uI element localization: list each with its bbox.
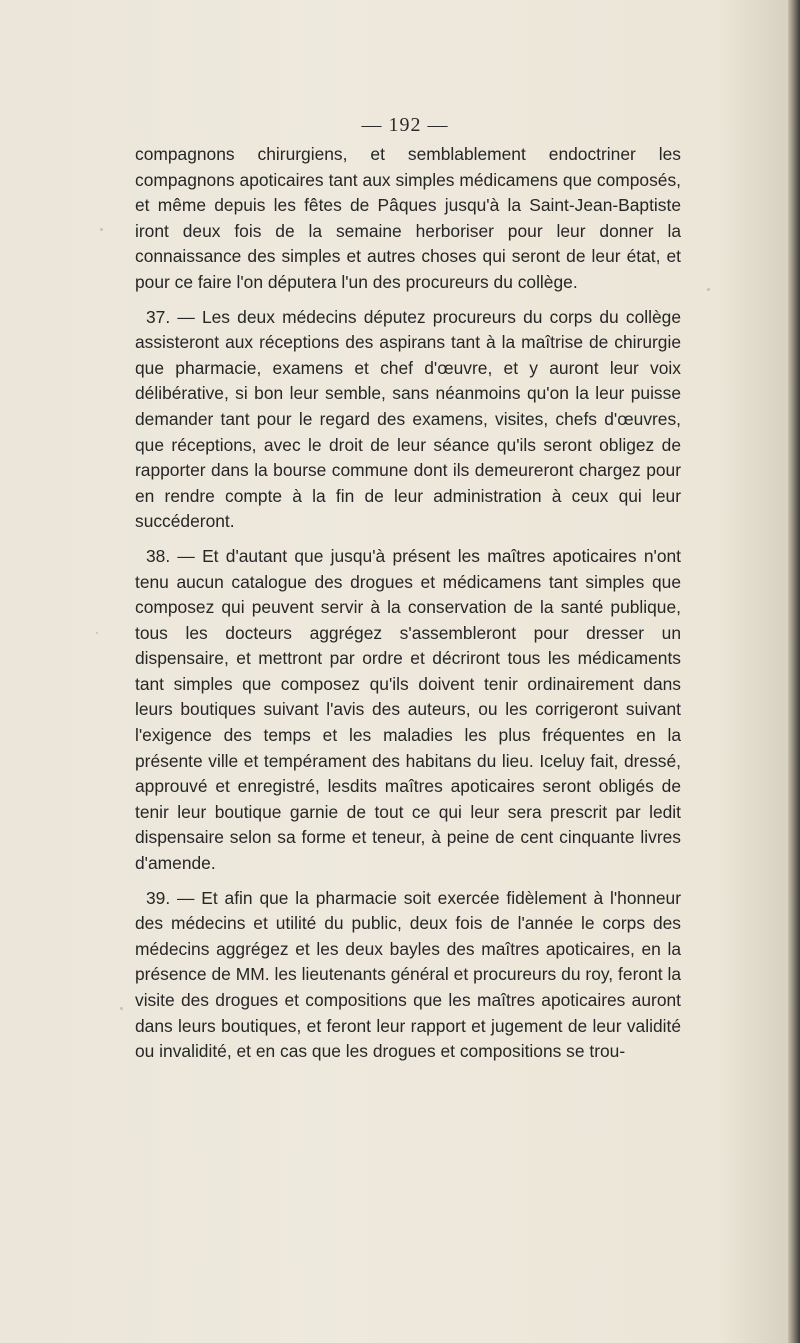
paper-speck bbox=[451, 898, 454, 902]
paragraph-continuation: compagnons chirurgiens, et semblablement endoctriner les compagnons apoticaires tant aux simples médicamens que composés, et même depuis les fêtes de Pâques jusqu'à la Saint-Jean-Baptiste iront deux fois de la semaine herboriser pour leur donner la connaissance des simples et autres choses qui seront de leur état, et pour ce faire l'on députera l'un des procureurs du collège. bbox=[135, 144, 681, 292]
paper-speck bbox=[120, 1007, 123, 1010]
paragraph-article-39: 39. — Et afin que la pharmacie soit exercée fidèlement à l'honneur des médecins et utilité du public, deux fois de l'année le corps des médecins aggrégez et les deux bayles des maîtres apoticaires, en la présence de MM. les lieutenants général et procureurs du roy, feront la visite des drogues et compositions que les maîtres apoticaires auront dans leurs boutiques, et feront leur rapport et jugement de leur validité ou invalidité, et en cas que les drogues et compositions se trou- bbox=[135, 887, 681, 1062]
paragraph-article-37: 37. — Les deux médecins députez procureurs du corps du collège assisteront aux réceptions des aspirans tant à la maîtrise de chirurgie que pharmacie, examens et chef d'œuvre, et y auront leur voix délibérative, si bon leur semble, sans néanmoins qu'on la leur puisse demander tant pour le regard des examens, visites, chefs d'œuvres, que réceptions, avec le droit de leur séance qu'ils seront obligez de rapporter dans la bourse commune dont ils demeureront chargez pour en rendre compte à la fin de leur administration à ceux qui leur succéderont. bbox=[135, 306, 681, 532]
paper-speck bbox=[100, 228, 103, 231]
page-edge-shadow bbox=[788, 0, 800, 1343]
paragraph-article-38: 38. — Et d'autant que jusqu'à présent les maîtres apoticaires n'ont tenu aucun catalogue des drogues et médicamens tant simples que composez qui peuvent servir à la conservation de la santé publique, tous les docteurs aggrégez s'assembleront pour dresser un dispensaire, et mettront par ordre et décriront tous les médicaments tant simples que composez qu'ils doivent tenir ordinairement dans leurs boutiques suivant l'avis des auteurs, ou les corrigeront suivant l'exigence des temps et les maladies les plus fréquentes en la présente ville et tempérament des habitans du lieu. Iceluy fait, dressé, approuvé et enregistré, lesdits maîtres apoticaires seront obligés de tenir leur boutique garnie de tout ce qui leur sera prescrit par ledit dispensaire selon sa forme et teneur, à peine de cent cinquante livres d'amende. bbox=[135, 545, 681, 874]
page-number: — 192 — bbox=[361, 114, 449, 136]
paper-speck bbox=[707, 288, 710, 291]
page-body bbox=[135, 142, 681, 1074]
paper-speck bbox=[96, 632, 98, 634]
